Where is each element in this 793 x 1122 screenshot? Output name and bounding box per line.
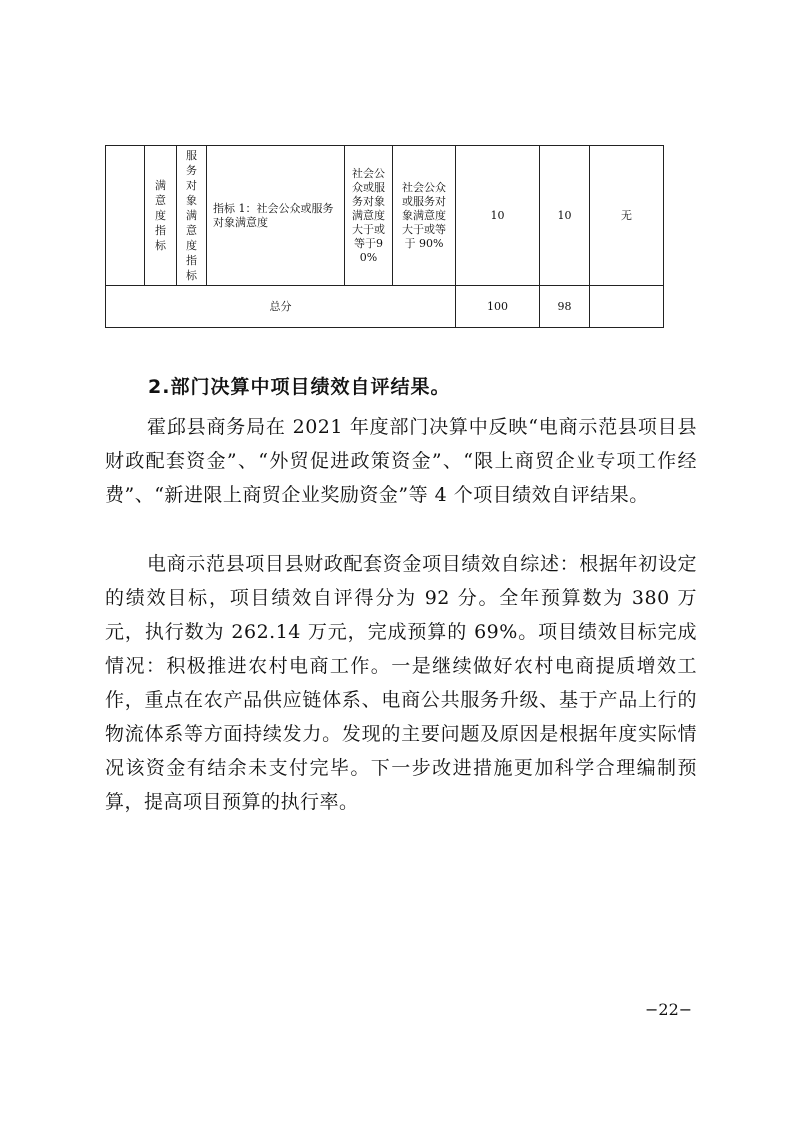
score-cell: [540, 146, 590, 286]
page-number: −22−: [645, 1000, 693, 1019]
target-value: 社会公众或服务对象满意度大于或等于90%: [352, 166, 385, 264]
total-full-score: 100: [487, 299, 508, 313]
total-full-score-cell: [456, 286, 540, 328]
actual-cell: [393, 146, 456, 286]
section-heading: 2.部门决算中项目绩效自评结果。: [148, 376, 451, 398]
total-label: 总分: [269, 299, 292, 313]
category-cell: [145, 146, 177, 286]
total-row: [106, 286, 664, 328]
remark-cell: [590, 146, 664, 286]
full-score-cell: [456, 146, 540, 286]
indicator-cell: [207, 146, 345, 286]
subcategory-label: 服务对象满意度指标: [186, 149, 197, 282]
indicator-label: 指标 1：社会公众或服务对象满意度: [213, 201, 334, 229]
score-value: 10: [557, 208, 572, 222]
category-label: 满意度指标: [155, 179, 166, 252]
actual-value: 社会公众或服务对象满意度大于或等于 90%: [402, 180, 446, 250]
level1-cell: [106, 146, 145, 286]
subcategory-cell: [177, 146, 207, 286]
target-cell: [345, 146, 393, 286]
total-score: 98: [557, 299, 572, 313]
full-score-value: 10: [490, 208, 505, 222]
paragraph-project-detail: 电商示范县项目县财政配套资金项目绩效自综述：根据年初设定的绩效目标，项目绩效自评得分为 92 分。全年预算数为 380 万元，执行数为 262.14 万元，完成预算的 69%。项目绩效目标完成情况：积极推进农村电商工作。一是继续做好农村电商提质增效工作，重点在农产品供应链体系、电商公共服务升级、基于产品上行的物流体系等方面持续发力。发现的主要问题及原因是根据年度实际情况该资金有结余未支付完毕。下一步改进措施更加科学合理编制预算，提高项目预算的执行率。: [105, 553, 697, 813]
total-label-cell: [106, 286, 456, 328]
paragraph-summary: 霍邱县商务局在 2021 年度部门决算中反映“电商示范县项目县财政配套资金”、“外贸促进政策资金”、“限上商贸企业专项工作经费”、“新进限上商贸企业奖励资金”等 4 个项目绩效自评结果。: [105, 416, 697, 506]
total-score-cell: [540, 286, 590, 328]
table-row: [106, 146, 664, 286]
total-remark-cell: [590, 286, 664, 328]
remark-value: 无: [621, 208, 632, 222]
performance-table: [105, 145, 664, 328]
